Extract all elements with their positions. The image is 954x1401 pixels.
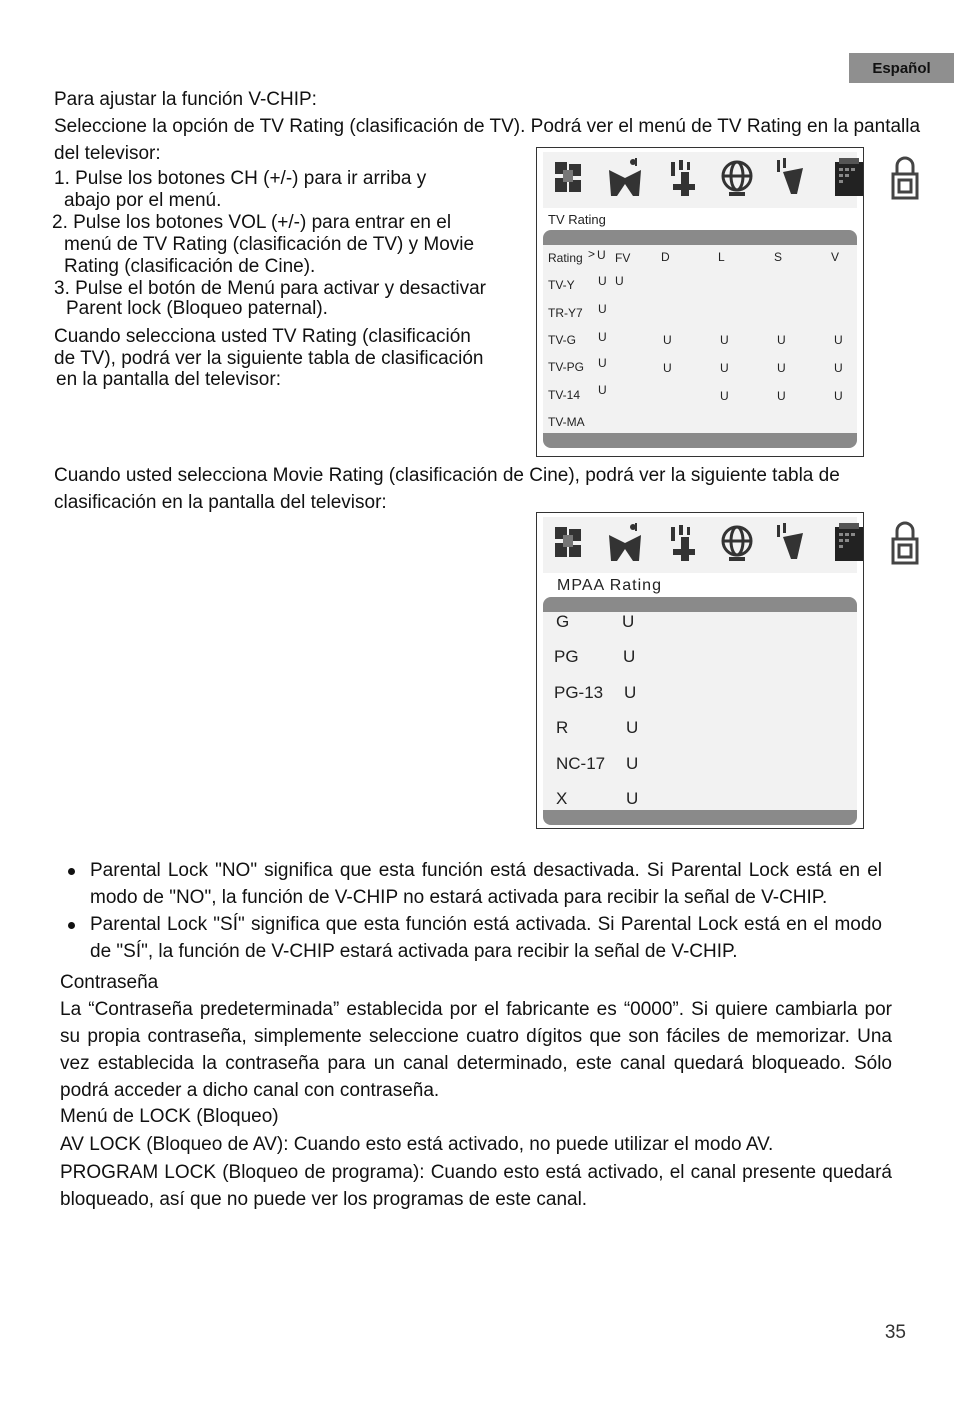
mpaa-rating-table <box>537 513 863 828</box>
tv-cell: U <box>615 274 624 288</box>
tv-row-label: TV-Y <box>548 278 575 292</box>
step-2-line-3: Rating (clasificación de Cine). <box>64 256 316 277</box>
tv-note-line-3: en la pantalla del televisor: <box>56 369 281 390</box>
tv-cell: U <box>663 361 672 375</box>
tv-col-s: S <box>774 250 783 264</box>
tv-cell: U <box>720 333 729 347</box>
tv-cell: U <box>598 356 607 370</box>
tv-cell: U <box>834 333 843 347</box>
mpaa-row-label: PG <box>554 647 579 666</box>
lock-icon <box>883 519 927 567</box>
intro-line-1: Seleccione la opción de TV Rating (clasificación de TV). Podrá ver el menú de TV Rating en la pantalla <box>54 116 921 137</box>
program-lock-text: PROGRAM LOCK (Bloqueo de programa): Cuando esto está activado, el canal presente quedará bloqueado, así que no puede ver los programas de este canal. <box>60 1162 892 1210</box>
language-badge: Español <box>849 53 954 83</box>
mpaa-row-value: U <box>622 612 635 631</box>
tv-cell: U <box>777 389 786 403</box>
mpaa-row-value: U <box>626 718 639 737</box>
tv-row-label: TV-14 <box>548 388 581 402</box>
mpaa-row-label: X <box>556 789 568 808</box>
tv-cell: U <box>720 361 729 375</box>
mpaa-row-label: R <box>556 718 569 737</box>
tv-note-line-2: de TV), podrá ver la siguiente tabla de clasificación <box>54 348 484 369</box>
tv-cell: U <box>598 330 607 344</box>
tv-row-label: TV-MA <box>548 415 585 429</box>
tv-cell: U <box>777 361 786 375</box>
step-1-line-1: 1. Pulse los botones CH (+/-) para ir arriba y <box>54 168 427 189</box>
tv-rating-menu <box>536 147 864 457</box>
tv-cell: U <box>598 383 607 397</box>
movie-note-line-1: Cuando usted selecciona Movie Rating (clasificación de Cine), podrá ver la siguiente tabla de <box>54 465 840 486</box>
tv-row-label: TR-Y7 <box>548 306 583 320</box>
lock-menu-heading: Menú de LOCK (Bloqueo) <box>60 1106 279 1127</box>
step-3-line-1: 3. Pulse el botón de Menú para activar y desactivar <box>54 278 486 299</box>
tv-menu-title: TV Rating <box>548 212 606 227</box>
tv-col-fv: FV <box>615 251 631 265</box>
tv-col-v: V <box>831 250 840 264</box>
tv-col-u: U <box>597 248 606 262</box>
mpaa-rating-menu <box>536 512 864 829</box>
tv-cell: U <box>834 361 843 375</box>
tv-col-d: D <box>661 250 670 264</box>
bullet-item: Parental Lock "SÍ" significa que esta función está activada. Si Parental Lock está en el modo de "SÍ", la función de V-CHIP estará activada para recibir la señal de V-CHIP. <box>56 911 882 965</box>
tv-header-cursor: > <box>588 247 596 261</box>
tv-header-label: Rating <box>548 251 583 265</box>
tv-cell: U <box>720 389 729 403</box>
mpaa-row-value: U <box>623 647 636 666</box>
tv-col-l: L <box>718 250 725 264</box>
page-number: 35 <box>884 1322 906 1343</box>
mpaa-menu-title: MPAA Rating <box>557 577 662 594</box>
parental-lock-bullets <box>56 857 882 965</box>
tv-cell: U <box>663 333 672 347</box>
tv-rating-table <box>537 148 863 456</box>
mpaa-row-label: NC-17 <box>556 754 606 773</box>
mpaa-menu-bottom-bar <box>543 810 857 825</box>
intro-heading: Para ajustar la función V-CHIP: <box>54 89 317 110</box>
intro-line-2: del televisor: <box>54 143 161 164</box>
step-2-line-2: menú de TV Rating (clasificación de TV) y Movie <box>64 234 475 255</box>
tv-row-label: TV-PG <box>548 360 585 374</box>
tv-row-label: TV-G <box>548 333 577 347</box>
mpaa-row-label: PG-13 <box>554 683 604 702</box>
step-1-line-2: abajo por el menú. <box>64 190 222 211</box>
av-lock-text: AV LOCK (Bloqueo de AV): Cuando esto está activado, no puede utilizar el modo AV. <box>60 1134 774 1155</box>
mpaa-row-value: U <box>624 683 637 702</box>
password-heading: Contraseña <box>60 972 159 993</box>
tv-cell: U <box>598 302 607 316</box>
step-2-line-1: 2. Pulse los botones VOL (+/-) para entrar en el <box>52 212 452 233</box>
password-body: La “Contraseña predeterminada” establecida por el fabricante es “0000”. Si quiere cambiarla por su propia contraseña, simplemente seleccione cuatro dígitos que son fáciles de memorizar. Una vez establecida la contraseña para un canal determinado, este canal quedará bloqueado. Sólo podrá acceder a dicho canal con contraseña. <box>60 999 892 1101</box>
tv-menu-bottom-bar <box>543 433 857 448</box>
tv-note-line-1: Cuando selecciona usted TV Rating (clasificación <box>54 326 471 347</box>
bullet-item: Parental Lock "NO" significa que esta función está desactivada. Si Parental Lock está en el modo de "NO", la función de V-CHIP no estará activada para recibir la señal de V-CHIP. <box>56 857 882 911</box>
mpaa-row-label: G <box>556 612 570 631</box>
tv-cell: U <box>598 274 607 288</box>
tv-cell: U <box>777 333 786 347</box>
tv-cell: U <box>834 389 843 403</box>
lock-icon <box>883 154 927 202</box>
mpaa-row-value: U <box>626 754 639 773</box>
step-3-line-2: Parent lock (Bloqueo paternal). <box>66 298 328 319</box>
movie-note-line-2: clasificación en la pantalla del televisor: <box>54 492 387 513</box>
mpaa-row-value: U <box>626 789 639 808</box>
